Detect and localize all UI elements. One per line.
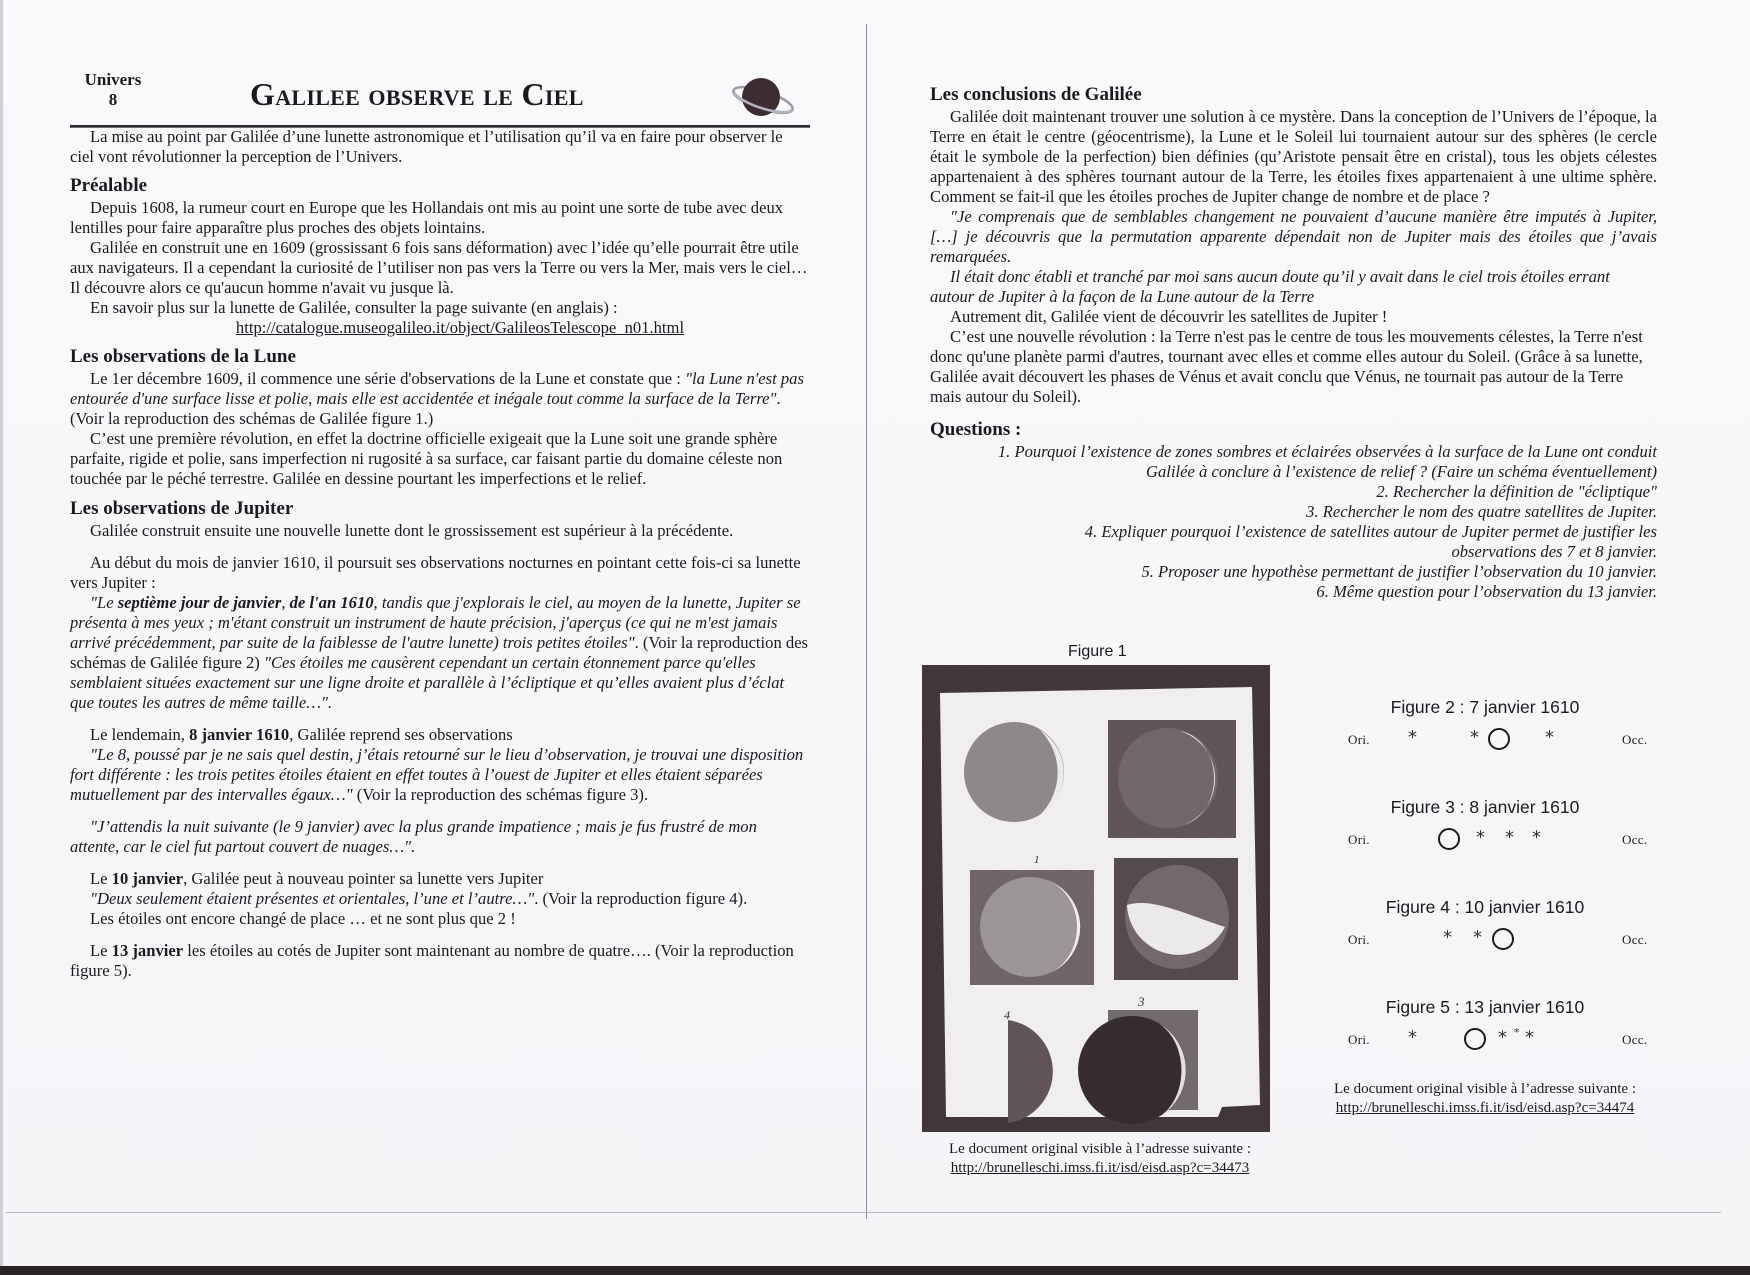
text: les étoiles au cotés de Jupiter sont maintenant au nombre de quatre…. (Voir la reproduction figure 5). <box>70 941 794 980</box>
text: . (Voir la reproduction des schémas de Galilée figure 1.) <box>70 389 781 428</box>
figure-diagram <box>1320 926 1650 954</box>
text: 13 janvier <box>111 941 184 960</box>
occident-label: Occ. <box>1622 732 1648 747</box>
figure-1-link[interactable]: http://brunelleschi.imss.fi.it/isd/eisd.asp?c=34473 <box>950 1160 1250 1176</box>
header-rule <box>70 125 810 128</box>
paragraph: Autrement dit, Galilée vient de découvrir les satellites de Jupiter ! <box>950 307 1388 326</box>
quote: "la Lune n'est pas entourée d'une surface lisse et polie, mais elle est accidentée et inégale tout comme la surface de la Terre" <box>70 369 804 408</box>
star-icon: * <box>1498 1027 1507 1048</box>
figure-1-caption <box>920 1140 1280 1178</box>
occident-label: Occ. <box>1622 832 1648 847</box>
caption-text: Le document original visible à l’adresse suivante : <box>949 1141 1251 1157</box>
paragraph: Les étoiles ont encore changé de place … et ne sont plus que 2 ! <box>90 909 516 928</box>
paragraph: En savoir plus sur la lunette de Galilée, consulter la page suivante (en anglais) : <box>90 298 618 317</box>
section-number: 8 <box>108 90 118 109</box>
column-divider <box>866 24 867 1219</box>
figure-title: Figure 2 : 7 janvier 1610 <box>1390 697 1580 717</box>
scanner-edge <box>0 1266 1750 1275</box>
text: Le lendemain, <box>90 725 190 744</box>
jupiter-figures <box>1320 696 1650 1096</box>
intro-paragraph: La mise au point par Galilée d’une lunette astronomique et l’utilisation qu’il va en faire pour observer le ciel vont révolutionner la perception de l’Univers. <box>70 127 783 166</box>
page-bottom-line <box>6 1212 1721 1213</box>
text: "Le 8, poussé par je ne sais quel destin, j’étais retourné sur le lieu d’observation, je trouvai une disposition fort différente : les trois petites étoiles étaient en effet toutes à l’ouest de Jupiter et elles étaient séparées mutuellement par des intervalles égaux…" <box>70 745 804 804</box>
star-icon: * <box>1473 927 1482 948</box>
quote-10-january <box>70 889 810 909</box>
quote-8-january <box>70 745 810 805</box>
figure-diagram <box>1320 1026 1650 1054</box>
text: Le <box>90 941 112 960</box>
text: 10 janvier <box>111 869 184 888</box>
star-icon: * <box>1514 1026 1520 1039</box>
figure-diagram <box>1320 826 1650 854</box>
orient-label: Ori. <box>1348 1032 1370 1047</box>
page-edge <box>0 0 3 1266</box>
text: Le 1er décembre 1609, il commence une série d'observations de la Lune et constate que : <box>90 369 686 388</box>
sketch-number: 3 <box>1138 994 1145 1009</box>
paragraph: Depuis 1608, la rumeur court en Europe que les Hollandais ont mis au point une sorte de tube avec deux lentilles pour faire apparaître plus proches des objets lointains. <box>70 198 784 237</box>
moon-sketches-image <box>922 665 1270 1132</box>
document-header <box>70 68 810 126</box>
text: , <box>281 593 290 612</box>
star-icon: * <box>1532 827 1541 848</box>
paragraph: C’est une première révolution, en effet la doctrine officielle exigeait que la Lune soit une grande sphère parfaite, rigide et polie, sans imperfection ni rugosité à sa surface, car faisant partie du domaine céleste non touchée par le péché terrestre. Galilée en dessine pourtant les imperfections et le relief. <box>70 429 783 488</box>
figures-source-caption <box>1310 1080 1660 1118</box>
question-item: 5. Proposer une hypothèse permettant de justifier l’observation du 10 janvier. <box>1141 562 1657 581</box>
planet-with-ring-icon <box>728 74 798 122</box>
figure-title: Figure 5 : 13 janvier 1610 <box>1385 997 1585 1017</box>
occident-label: Occ. <box>1622 932 1648 947</box>
paragraph <box>70 869 810 889</box>
paragraph: Galilée en construit une en 1609 (grossissant 6 fois sans déformation) avec l’idée qu’elle pourrait être utile aux navigateurs. Il a cependant la curiosité de l’utiliser non pas vers la Terre ou vers la Mer, mais vers le ciel… Il découvre alors ce qu'aucun homme n'avait vu jusque là. <box>70 238 808 297</box>
telescope-link[interactable]: http://catalogue.museogalileo.it/object/GalileosTelescope_n01.html <box>235 318 685 337</box>
text: , Galilée peut à nouveau pointer sa lunette vers Jupiter <box>183 869 544 888</box>
paragraph: Galilée construit ensuite une nouvelle lunette dont le grossissement est supérieur à la précédente. <box>90 521 734 540</box>
figure-1-label: Figure 1 <box>1068 643 1127 660</box>
figure-3 <box>1320 796 1650 896</box>
section-label <box>78 70 148 110</box>
section-name: Univers <box>84 70 142 89</box>
text: , tandis que j'explorais le ciel, au moyen de la lunette, Jupiter se présenta à mes yeux ; m'étant construit un instrument de haute précision, j'aperçus (ce qui ne m'est jamais arrivé précédemment, par suite de la faiblesse de l'autre lunette) trois petites étoiles" <box>70 593 801 652</box>
text: 8 janvier 1610 <box>189 725 290 744</box>
question-item: 1. Pourquoi l’existence de zones sombres et éclairées observées à la surface de la Lune ont conduit Galilée à conclure à l’existence de relief ? (Faire un schéma éventuellement) <box>997 442 1657 481</box>
text: (Voir la reproduction des schémas figure 3). <box>352 785 649 804</box>
sketch-number: 1 <box>1034 854 1040 866</box>
star-icon: * <box>1505 827 1514 848</box>
heading-lune: Les observations de la Lune <box>70 346 296 367</box>
question-item: 6. Même question pour l’observation du 13 janvier. <box>1316 582 1657 601</box>
paragraph: C’est une nouvelle révolution : la Terre n'est pas le centre de tous les mouvements célestes, la Terre n'est donc qu'une planète parmi d'autres, tournant avec elles et comme elles autour du Soleil. (Grâce à sa lunette, Galilée avait découvert les phases de Vénus et avait conclu que Vénus, ne tournait pas autour de la Terre mais autour du Soleil). <box>930 327 1643 406</box>
right-column <box>930 84 1657 602</box>
text: de l'an 1610 <box>289 593 374 612</box>
paragraph <box>70 369 810 429</box>
question-item: 2. Rechercher la définition de "écliptique" <box>1376 482 1657 501</box>
star-icon: * <box>1476 827 1485 848</box>
orient-label: Ori. <box>1348 932 1370 947</box>
figure-title: Figure 3 : 8 janvier 1610 <box>1390 797 1580 817</box>
text: . (Voir la reproduction des schémas de Galilée figure 2) <box>70 633 809 672</box>
figure-diagram <box>1320 726 1650 754</box>
occident-label: Occ. <box>1622 1032 1648 1047</box>
text: septième jour de janvier <box>117 593 282 612</box>
orient-label: Ori. <box>1348 732 1370 747</box>
figure-1-moon-sketches <box>922 665 1270 1132</box>
star-icon: * <box>1525 1027 1534 1048</box>
text: Le <box>90 869 112 888</box>
star-icon: * <box>1470 727 1479 748</box>
jupiter-circle-icon <box>1438 828 1460 850</box>
heading-prealable: Préalable <box>70 175 148 196</box>
star-icon: * <box>1443 927 1452 948</box>
left-column <box>70 68 810 981</box>
quote: Il était donc établi et tranché par moi sans aucun doute qu’il y avait dans le ciel trois étoiles errant autour de Jupiter à la façon de la Lune autour de la Terre <box>930 267 1610 306</box>
sketch-number: 4 <box>1004 1008 1010 1022</box>
heading-questions: Questions : <box>930 419 1022 440</box>
text: , Galilée reprend ses observations <box>289 725 513 744</box>
heading-conclusions: Les conclusions de Galilée <box>930 84 1142 105</box>
figure-2 <box>1320 696 1650 796</box>
text: "Ces étoiles me causèrent cependant un certain étonnement parce qu'elles semblaient situées exactement sur une ligne droite et parallèle à l’écliptique et qu’elles avaient plus d’éclat que toutes les autres de même taille…". <box>70 653 785 712</box>
orient-label: Ori. <box>1348 832 1370 847</box>
figure-4 <box>1320 896 1650 996</box>
star-icon: * <box>1408 1027 1417 1048</box>
text: "Deux seulement étaient présentes et orientales, l’une et l’autre…" <box>90 889 535 908</box>
paragraph <box>70 725 810 745</box>
jupiter-circle-icon <box>1464 1028 1486 1050</box>
jupiter-circle-icon <box>1492 928 1514 950</box>
question-item: 3. Rechercher le nom des quatre satellites de Jupiter. <box>1306 502 1657 521</box>
page-title: Galilee observe le Ciel <box>250 76 584 112</box>
figures-source-link[interactable]: http://brunelleschi.imss.fi.it/isd/eisd.asp?c=34474 <box>1335 1100 1635 1116</box>
caption-text: Le document original visible à l’adresse suivante : <box>1334 1081 1636 1097</box>
text: . (Voir la reproduction figure 4). <box>534 889 748 908</box>
paragraph: Galilée doit maintenant trouver une solution à ce mystère. Dans la conception de l’Univers de l’époque, la Terre en était le centre (géocentrisme), la Lune et le Soleil lui tournaient autour sur des sphères (le cercle était le symbole de la perfection) bien définies (qu’Aristote pensait être en cristal), tous les objets célestes appartenaient à des sphères tournant autour de la Terre, les étoiles fixes appartenaient à une ultime sphère. Comment se fait-il que les étoiles proches de Jupiter change de nombre et de place ? <box>930 107 1657 206</box>
quote: "Je comprenais que de semblables changement ne pouvaient d’aucune manière être imputés à Jupiter, […] je découvris que la permutation apparente dépendait non de Jupiter mais des étoiles que j’avais remarquées. <box>930 207 1657 266</box>
jupiter-circle-icon <box>1488 728 1510 750</box>
star-icon: * <box>1408 727 1417 748</box>
paragraph: Au début du mois de janvier 1610, il poursuit ses observations nocturnes en pointant cette fois-ci sa lunette vers Jupiter : <box>70 553 801 592</box>
quote-7-january <box>70 593 810 713</box>
star-icon: * <box>1545 727 1554 748</box>
paragraph <box>70 941 810 981</box>
text: "Le <box>90 593 118 612</box>
questions-section <box>930 419 1657 602</box>
question-item: 4. Expliquer pourquoi l’existence de satellites autour de Jupiter permet de justifier les observations des 7 et 8 janvier. <box>1084 522 1657 561</box>
heading-jupiter: Les observations de Jupiter <box>70 498 294 519</box>
figure-title: Figure 4 : 10 janvier 1610 <box>1385 897 1585 917</box>
quote-9-january: "J’attendis la nuit suivante (le 9 janvier) avec la plus grande impatience ; mais je fus frustré de mon attente, car le ciel fut partout couvert de nuages…". <box>70 817 757 856</box>
